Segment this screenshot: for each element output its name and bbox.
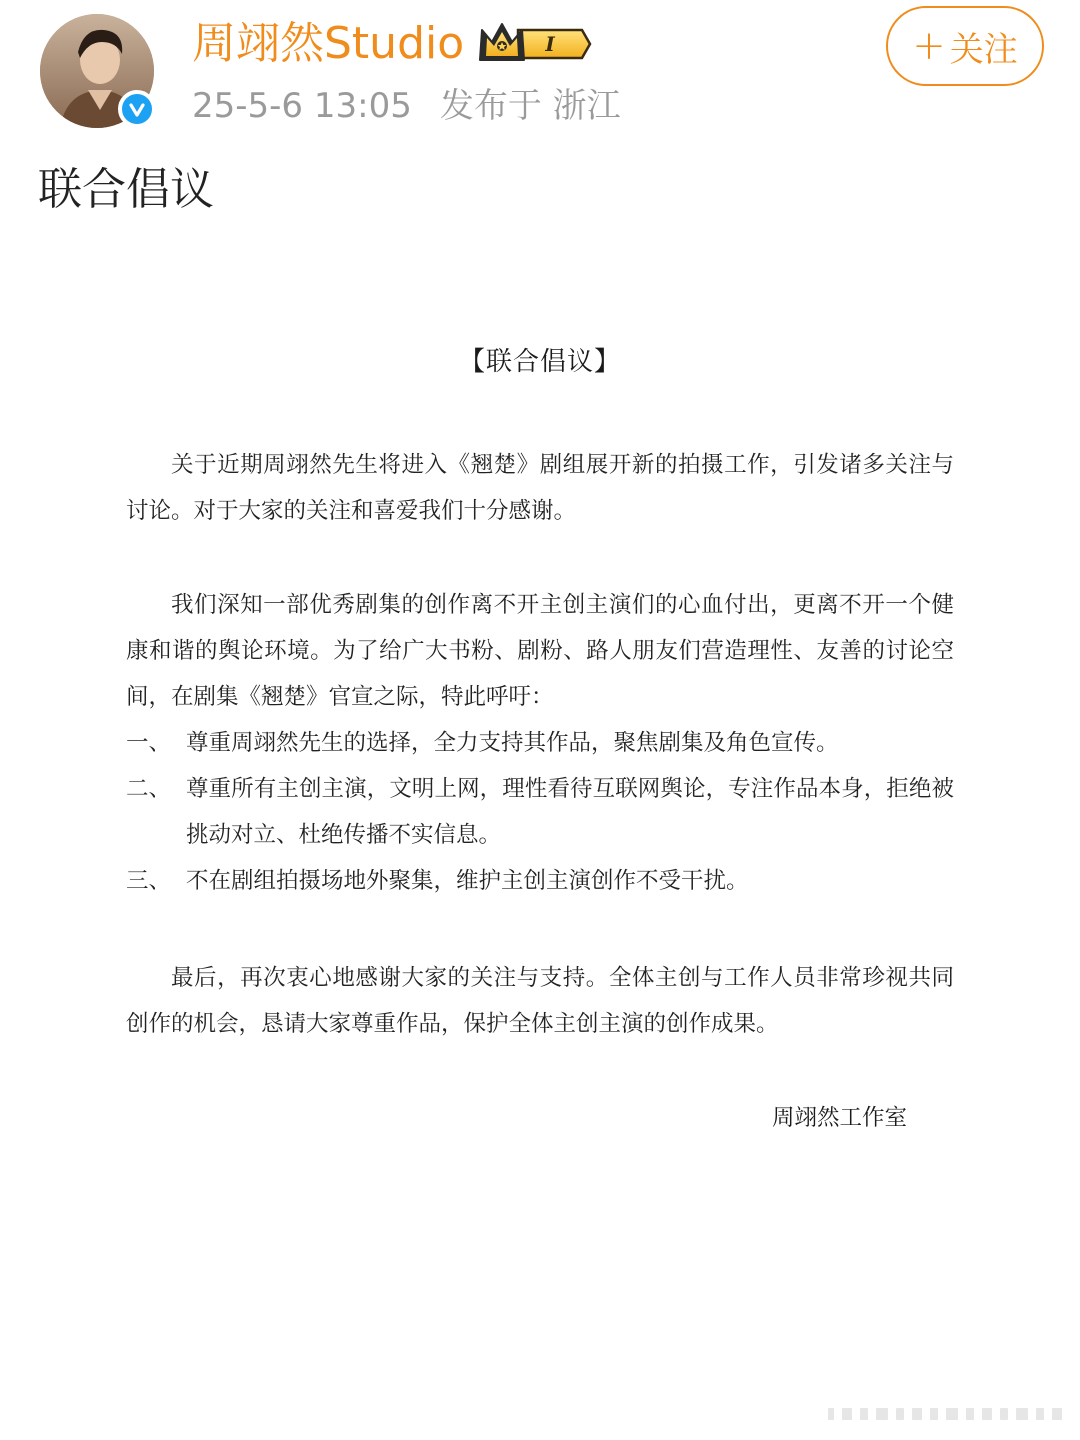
list-item-text: 尊重所有主创主演，文明上网，理性看待互联网舆论，专注作品本身，拒绝被挑动对立、杜绝传播不实信息。 (186, 776, 954, 848)
avatar[interactable] (40, 14, 154, 128)
post-timestamp: 25-5-6 13:05 (192, 86, 412, 126)
vip-crown-icon[interactable] (478, 20, 594, 66)
list-item-text: 尊重周翊然先生的选择，全力支持其作品，聚焦剧集及角色宣传。 (186, 730, 839, 756)
document-paragraph-3: 最后，再次衷心地感谢大家的关注与支持。全体主创与工作人员非常珍视共同创作的机会，恳请大家尊重作品，保护全体主创主演的创作成果。 (126, 965, 954, 1037)
follow-label: 关注 (949, 29, 1018, 70)
follow-button[interactable] (886, 6, 1044, 86)
list-item-number: 一、 (126, 730, 172, 756)
document-paragraph-2: 我们深知一部优秀剧集的创作离不开主创主演们的心血付出，更离不开一个健康和谐的舆论环境。为了给广大书粉、剧粉、路人朋友们营造理性、友善的讨论空间，在剧集《翘楚》官宣之际，特此呼吁： (126, 592, 954, 710)
plus-icon: + (912, 23, 946, 69)
badge-level-text: I (545, 32, 555, 56)
document-paragraph-1-block (126, 442, 954, 534)
post-location: 发布于 浙江 (439, 86, 621, 126)
document-paragraph-2-block (126, 582, 954, 904)
list-item-number: 二、 (126, 776, 172, 802)
username[interactable]: 周翊然Studio (192, 18, 465, 69)
document-paragraph-3-block (126, 955, 954, 1047)
document-list-item (126, 766, 954, 858)
document-signature: 周翊然工作室 (772, 1105, 908, 1131)
verified-icon (118, 90, 156, 128)
watermark-pattern (828, 1406, 1074, 1422)
post-meta (192, 84, 621, 128)
document-list-item (126, 720, 954, 766)
list-item-number: 三、 (126, 868, 172, 894)
post-text: 联合倡议 (38, 164, 214, 215)
list-item-text: 不在剧组拍摄场地外聚集，维护主创主演创作不受干扰。 (186, 868, 749, 894)
document-paragraph-1: 关于近期周翊然先生将进入《翘楚》剧组展开新的拍摄工作，引发诸多关注与讨论。对于大家的关注和喜爱我们十分感谢。 (126, 452, 954, 524)
document-list-item (126, 858, 954, 904)
document-heading: 【联合倡议】 (458, 347, 621, 377)
post-image-document[interactable] (0, 330, 1080, 382)
